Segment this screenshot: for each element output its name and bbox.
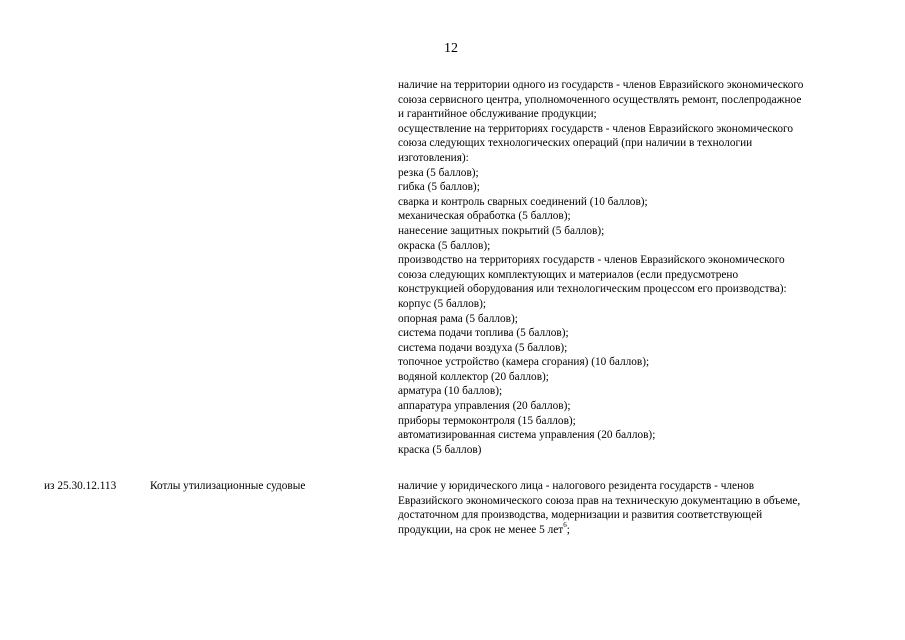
requirement-line: корпус (5 баллов);: [398, 297, 486, 310]
requirement-line: система подачи воздуха (5 баллов);: [398, 341, 568, 354]
requirement-line: сварка и контроль сварных соединений (10 баллов);: [398, 195, 648, 208]
requirements-cell: [398, 479, 870, 537]
requirement-line: и гарантийное обслуживание продукции;: [398, 108, 597, 121]
requirement-line: осуществление на территориях государств - членов Евразийского экономического: [398, 122, 793, 135]
requirement-line: водяной коллектор (20 баллов);: [398, 370, 549, 383]
requirement-line: механическая обработка (5 баллов);: [398, 210, 571, 223]
requirement-line: аппаратура управления (20 баллов);: [398, 400, 571, 413]
requirement-line: производство на территориях государств - членов Евразийского экономического: [398, 254, 785, 267]
requirement-line: изготовления):: [398, 151, 469, 164]
product-code-cell: из 25.30.12.113: [44, 480, 117, 492]
requirement-line: нанесение защитных покрытий (5 баллов);: [398, 224, 605, 237]
requirement-line: достаточном для производства, модернизации и развития соответствующей: [398, 509, 763, 522]
requirement-line: арматура (10 баллов);: [398, 385, 503, 398]
requirement-line: наличие у юридического лица - налогового резидента государств - членов: [398, 480, 755, 492]
requirement-line: союза следующих комплектующих и материалов (если предусмотрено: [398, 268, 739, 281]
requirement-line-tail: ;: [566, 523, 570, 536]
requirement-line: конструкцией оборудования или технологическим процессом его производства):: [398, 283, 787, 296]
requirement-line-text: продукции, на срок не менее 5 лет: [398, 523, 564, 536]
requirement-line: Евразийского экономического союза прав на техническую документацию в объеме,: [398, 494, 801, 507]
page-number: 12: [444, 41, 458, 56]
requirement-line: гибка (5 баллов);: [398, 181, 480, 194]
requirement-line: наличие на территории одного из государств - членов Евразийского экономического: [398, 79, 804, 91]
requirement-line: резка (5 баллов);: [398, 166, 479, 179]
requirement-line: [398, 523, 870, 538]
requirement-line: союза следующих технологических операций (при наличии в технологии: [398, 137, 753, 150]
requirement-line: приборы термоконтроля (15 баллов);: [398, 414, 576, 427]
footnote-mark: 6: [563, 521, 567, 530]
requirements-continued: [398, 78, 870, 457]
requirement-line: топочное устройство (камера сгорания) (10 баллов);: [398, 356, 650, 369]
requirement-line: окраска (5 баллов);: [398, 239, 491, 252]
requirement-line: опорная рама (5 баллов);: [398, 312, 518, 325]
requirement-line: автоматизированная система управления (20 баллов);: [398, 429, 656, 442]
requirement-line: система подачи топлива (5 баллов);: [398, 327, 569, 340]
requirement-line: краска (5 баллов): [398, 443, 482, 456]
requirement-line: союза сервисного центра, уполномоченного осуществлять ремонт, послепродажное: [398, 93, 802, 106]
product-name-cell: Котлы утилизационные судовые: [150, 480, 306, 492]
